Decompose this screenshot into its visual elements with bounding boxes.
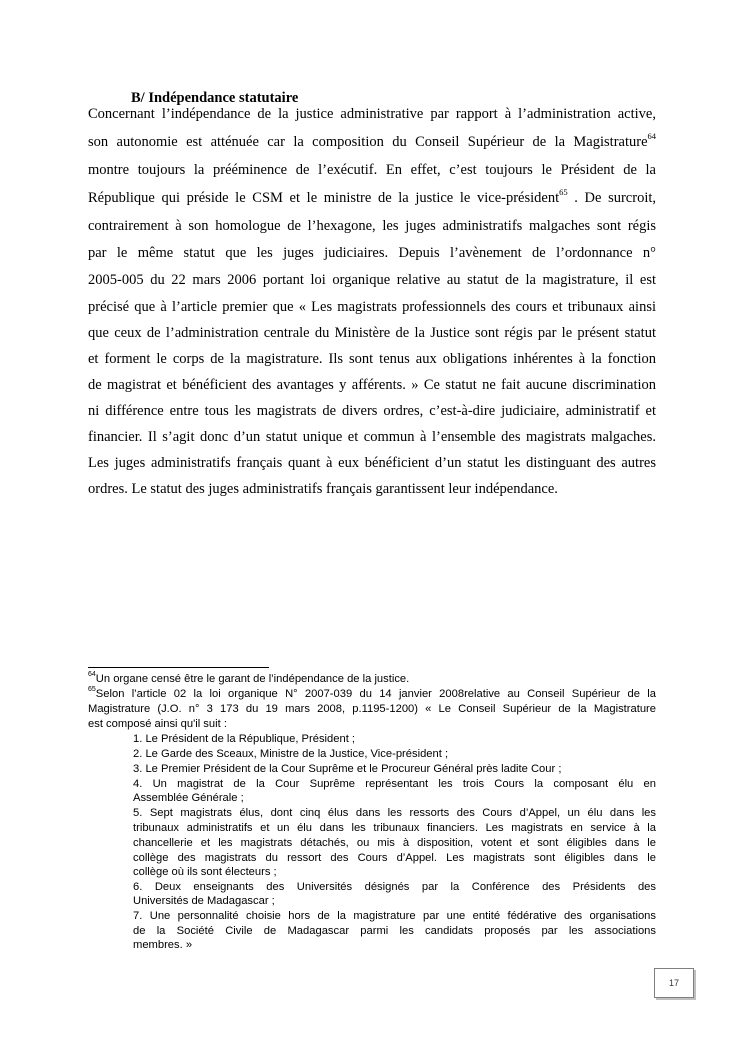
footnote-mark-65: 65 xyxy=(88,686,96,694)
footnote-65-item-7-cont-2: membres. » xyxy=(133,939,193,951)
footnote-65-item-4: 4. Un magistrat de la Cour Suprême représentant les trois Cours la composant élu en xyxy=(133,778,656,790)
footnote-65-item-5-cont-1: tribunaux administratifs et un élu dans les tribunaux financiers. Les magistrats en service à la xyxy=(133,822,656,834)
footnote-65-item-2: 2. Le Garde des Sceaux, Ministre de la Justice, Vice-président ; xyxy=(133,748,449,760)
section-heading: B/ Indépendance statutaire xyxy=(131,90,299,106)
body-line-6: par le même statut que les juges judiciaires. Depuis l’avènement de l’ordonnance n° xyxy=(88,245,656,261)
footnote-65-line-2: Magistrature (J.O. n° 3 173 du 19 mars 2008, p.1195-1200) « Le Conseil Supérieur de la Magistrature xyxy=(88,703,656,715)
body-line-9: que ceux de l’administration centrale du Ministère de la Justice sont régis par le présent statut xyxy=(88,325,656,341)
footnote-65-line-3: est composé ainsi qu'il suit : xyxy=(88,718,227,730)
body-line-7: 2005‑005 du 22 mars 2006 portant loi organique relative au statut de la magistrature, il est xyxy=(88,272,656,288)
body-line-14: Les juges administratifs français quant à eux bénéficient d’un statut les distinguant des autres xyxy=(88,455,656,471)
footnote-65-item-7-cont-1: de la Société Civile de Madagascar parmi les candidats proposés par les associations xyxy=(133,925,656,937)
footnote-ref-65[interactable]: 65 xyxy=(559,187,568,198)
footnote-65-item-5-cont-4: collège où ils sont électeurs ; xyxy=(133,866,277,878)
body-line-3: montre toujours la prééminence de l’exécutif. En effet, c’est toujours le Président de la xyxy=(88,162,656,178)
footnote-65-item-6: 6. Deux enseignants des Universités désignés par la Conférence des Présidents des xyxy=(133,881,656,893)
body-line-11: de magistrat et bénéficient des avantages y afférents. » Ce statut ne fait aucune discrimination xyxy=(88,377,656,393)
footnote-65-item-7: 7. Une personnalité choisie hors de la magistrature par une entité fédérative des organisations xyxy=(133,910,656,922)
footnote-65-item-5: 5. Sept magistrats élus, dont cinq élus dans les ressorts des Cours d’Appel, un élu dans les xyxy=(133,807,656,819)
body-line-1: Concernant l’indépendance de la justice administrative par rapport à l’administration active, xyxy=(88,106,656,122)
footnote-mark-64: 64 xyxy=(88,671,96,679)
footnote-separator xyxy=(88,667,269,668)
body-line-4: République qui préside le CSM et le ministre de la justice le vice-président$^{65}$ . De surcroit, xyxy=(88,187,657,206)
footnote-65-item-4-cont: Assemblée Générale ; xyxy=(133,792,244,804)
body-line-12: ni différence entre tous les magistrats de divers ordres, c’est-à-dire judiciaire, administratif et xyxy=(88,403,656,419)
body-line-5: contrairement à son homologue de l’hexagone, les juges administratifs malgaches sont régis xyxy=(88,218,656,234)
footnote-64: $^{64}$Un organe censé être le garant de l’indépendance de la justice. xyxy=(88,671,410,685)
footnote-65-item-6-cont: Universités de Madagascar ; xyxy=(133,895,275,907)
footnote-65-item-3: 3. Le Premier Président de la Cour Suprême et le Procureur Général près ladite Cour ; xyxy=(133,763,562,775)
body-line-15: ordres. Le statut des juges administratifs français garantissent leur indépendance. xyxy=(88,481,558,497)
body-line-2: son autonomie est atténuée car la composition du Conseil Supérieur de la Magistrature$^{64}$ xyxy=(88,131,656,150)
body-line-10: et forment le corps de la magistrature. Ils sont tenus aux obligations inhérentes à la fonction xyxy=(88,351,656,367)
footnote-ref-64[interactable]: 64 xyxy=(647,131,656,142)
footnote-65-line-1: $^{65}$Selon l’article 02 la loi organique N° 2007-039 du 14 janvier 2008relative au Conseil Supérieur de la xyxy=(88,686,656,700)
footnote-65-item-1: 1. Le Président de la République, Président ; xyxy=(133,733,356,745)
body-line-8: précisé que à l’article premier que « Les magistrats professionnels des cours et tribunaux ainsi xyxy=(88,299,656,315)
footnote-65-item-5-cont-2: chancellerie et les magistrats détachés, ou mis à disposition, votent et sont éligibles dans le xyxy=(133,837,656,849)
body-line-13: financier. Il s’agit donc d’un statut unique et commun à l’ensemble des magistrats malgaches. xyxy=(88,429,656,445)
footnote-65-item-5-cont-3: collège des magistrats du ressort des Cours d’Appel. Les magistrats sont éligibles dans le xyxy=(133,852,656,864)
page-number: 17 xyxy=(654,968,694,998)
